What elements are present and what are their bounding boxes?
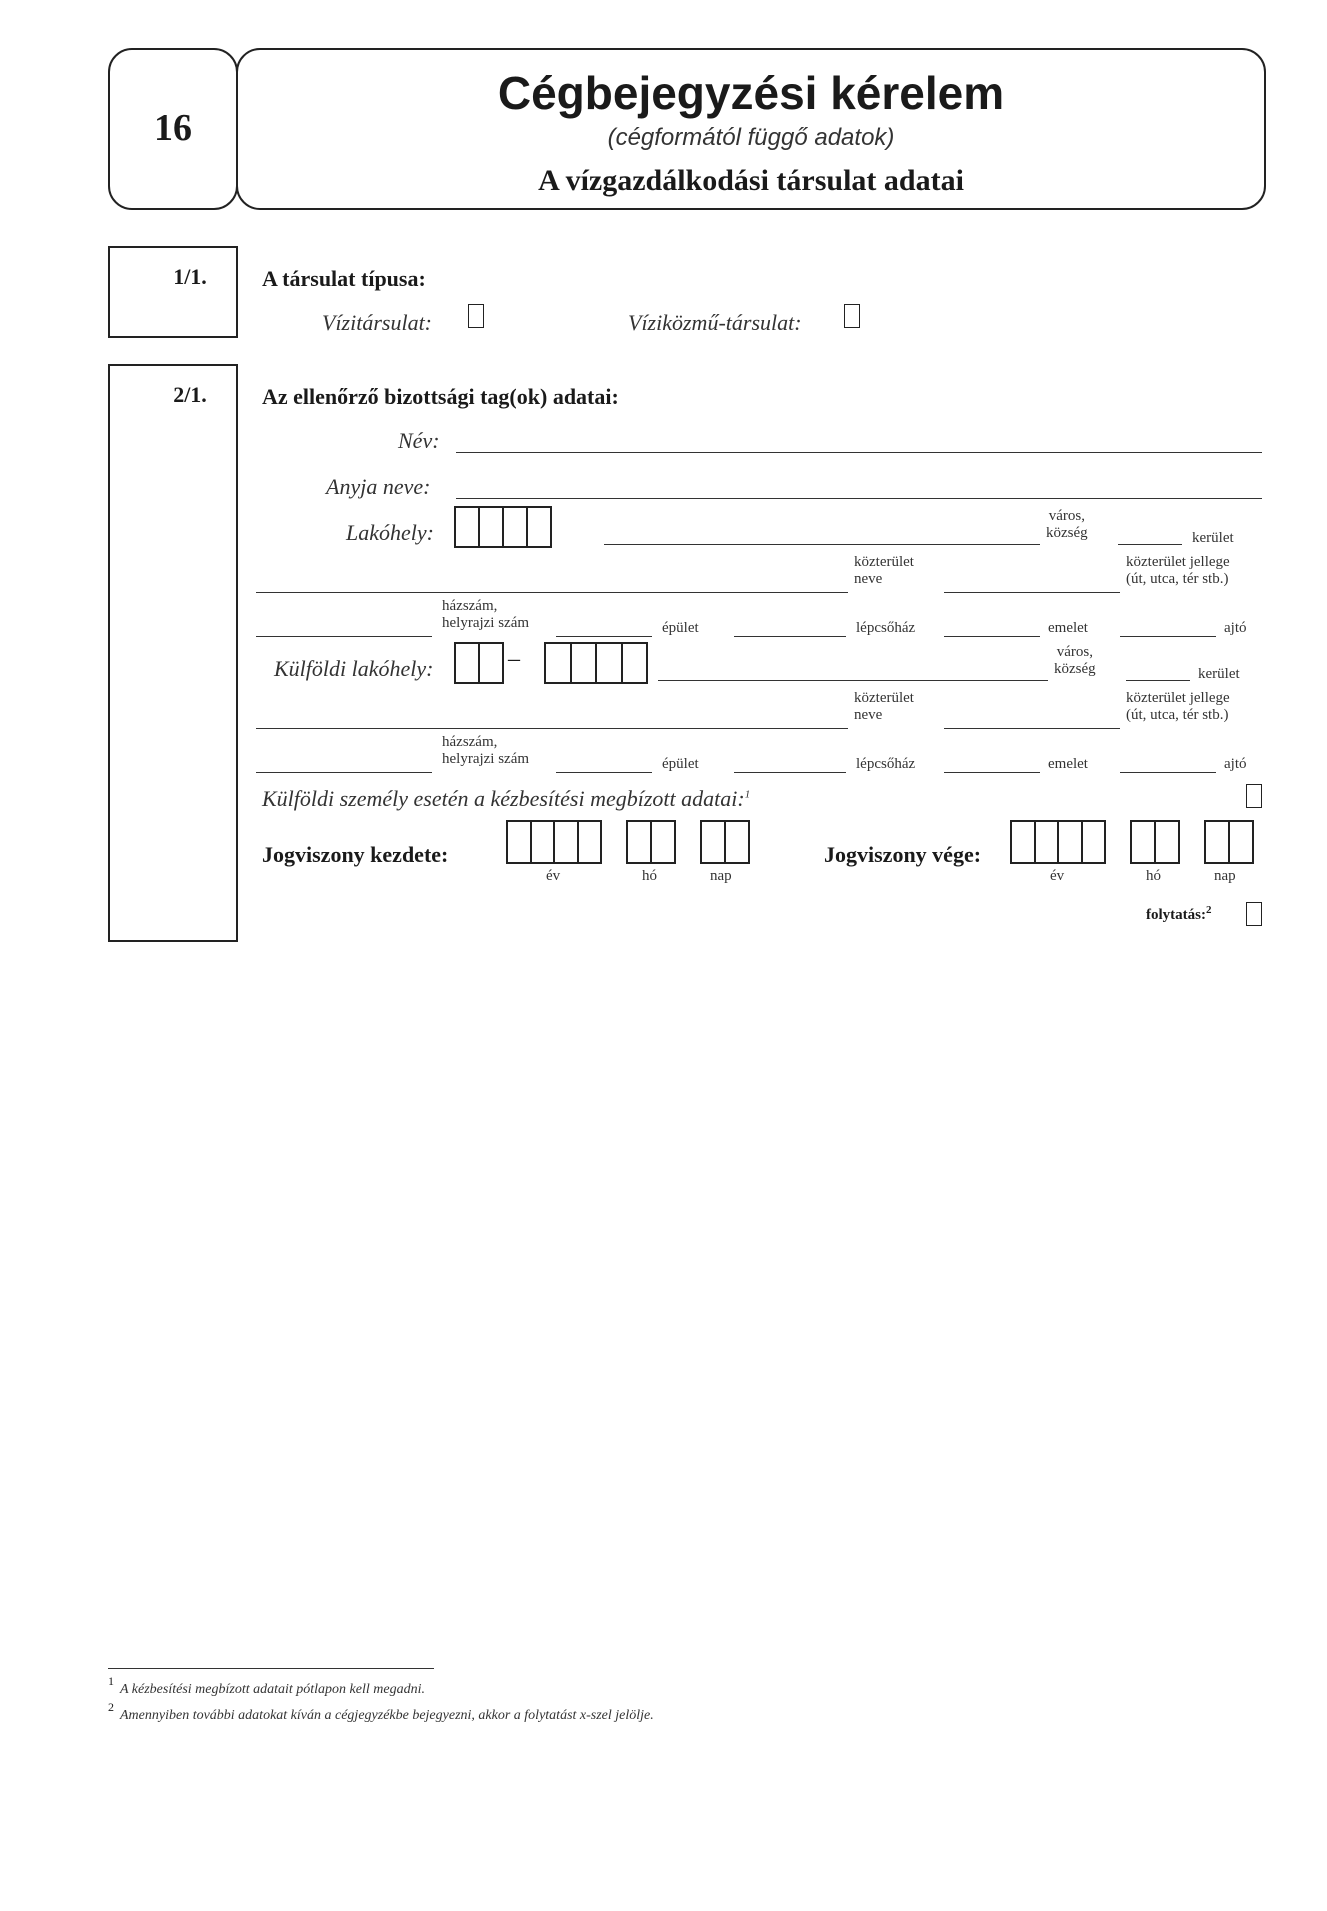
kulfoldi-kozterulet-jellege-field[interactable] xyxy=(944,728,1120,729)
kulfoldi-kozterulet-jellege-label: közterület jellege (út, utca, tér stb.) xyxy=(1126,690,1230,723)
lakohely-varos-field[interactable] xyxy=(604,544,1040,545)
kulfoldi-irsz-cells[interactable] xyxy=(544,642,648,684)
nev-field[interactable] xyxy=(456,452,1262,453)
lakohely-ajto-label: ajtó xyxy=(1224,620,1247,636)
lakohely-emelet-field[interactable] xyxy=(944,636,1040,637)
lakohely-hazszam-label: házszám, helyrajzi szám xyxy=(442,598,530,631)
kulfoldi-kozterulet-neve-label: közterület neve xyxy=(854,690,914,723)
folytatas-label: folytatás:$^2$ xyxy=(1146,904,1212,923)
vege-ho-label: hó xyxy=(1146,868,1161,884)
kezbesitesi-checkbox[interactable] xyxy=(1246,784,1262,808)
anyja-neve-field[interactable] xyxy=(456,498,1262,499)
kulfoldi-lepcsohaz-label: lépcsőház xyxy=(856,756,916,772)
kulfoldi-ajto-label: ajtó xyxy=(1224,756,1247,772)
kulfoldi-emelet-field[interactable] xyxy=(944,772,1040,773)
nev-label: Név: xyxy=(398,428,440,453)
footnote-1-number: 1 xyxy=(108,1674,114,1688)
kulfoldi-ajto-field[interactable] xyxy=(1120,772,1216,773)
jogviszony-kezdete-label: Jogviszony kezdete: xyxy=(262,842,449,867)
kezbesitesi-label: Külföldi személy esetén a kézbesítési megbízott adatai:$^1$ xyxy=(262,786,751,811)
footnote-1-text: A kézbesítési megbízott adatait pótlapon kell megadni. xyxy=(120,1682,425,1697)
option-vizikozmu-checkbox[interactable] xyxy=(844,304,860,328)
kezdete-ho-label: hó xyxy=(642,868,657,884)
vege-ho-cells[interactable] xyxy=(1130,820,1180,864)
folytatas-checkbox[interactable] xyxy=(1246,902,1262,926)
kulfoldi-lakohely-label: Külföldi lakóhely: xyxy=(274,656,434,681)
footnote-separator xyxy=(108,1668,434,1669)
kezdete-nap-label: nap xyxy=(710,868,732,884)
lakohely-varos-label: város, község xyxy=(1046,508,1088,541)
option-vizikozmu-label: Víziközmű-társulat: xyxy=(628,310,802,335)
kezdete-nap-cells[interactable] xyxy=(700,820,750,864)
footnote-2-text: Amennyiben további adatokat kíván a cégjegyzékbe bejegyezni, akkor a folytatást x-szel jelölje. xyxy=(120,1708,654,1723)
vege-nap-label: nap xyxy=(1214,868,1236,884)
kulfoldi-dash: – xyxy=(508,646,520,672)
lakohely-kerulet-label: kerület xyxy=(1192,530,1234,546)
lakohely-label: Lakóhely: xyxy=(346,520,434,545)
lakohely-lepcsohaz-label: lépcsőház xyxy=(856,620,916,636)
page-title: Cégbejegyzési kérelem xyxy=(497,67,1005,119)
lakohely-kozterulet-jellege-field[interactable] xyxy=(944,592,1120,593)
option-vizitarsulat-label: Vízitársulat: xyxy=(322,310,433,335)
kezdete-ev-cells[interactable] xyxy=(506,820,602,864)
lakohely-epulet-field[interactable] xyxy=(556,636,652,637)
lakohely-kerulet-field[interactable] xyxy=(1118,544,1182,545)
lakohely-ajto-field[interactable] xyxy=(1120,636,1216,637)
kulfoldi-kerulet-field[interactable] xyxy=(1126,680,1190,681)
kulfoldi-epulet-field[interactable] xyxy=(556,772,652,773)
section-2-title: Az ellenőrző bizottsági tag(ok) adatai: xyxy=(262,384,619,409)
kulfoldi-varos-field[interactable] xyxy=(658,680,1048,681)
vege-ev-label: év xyxy=(1050,868,1065,884)
section-1-number: 1/1. xyxy=(173,264,207,289)
kulfoldi-kerulet-label: kerület xyxy=(1198,666,1240,682)
section-1-number-box xyxy=(108,246,238,338)
section-2-number-box xyxy=(108,364,238,942)
kulfoldi-hazszam-field[interactable] xyxy=(256,772,432,773)
kulfoldi-kozterulet-neve-field[interactable] xyxy=(256,728,848,729)
kulfoldi-hazszam-label: házszám, helyrajzi szám xyxy=(442,734,530,767)
lakohely-kozterulet-neve-field[interactable] xyxy=(256,592,848,593)
page-number: 16 xyxy=(154,107,192,149)
kulfoldi-varos-label: város, község xyxy=(1054,644,1096,677)
lakohely-irsz-cells[interactable] xyxy=(454,506,552,548)
lakohely-epulet-label: épület xyxy=(662,620,699,636)
lakohely-kozterulet-neve-label: közterület neve xyxy=(854,554,914,587)
jogviszony-vege-label: Jogviszony vége: xyxy=(824,842,982,867)
vege-nap-cells[interactable] xyxy=(1204,820,1254,864)
vege-ev-cells[interactable] xyxy=(1010,820,1106,864)
lakohely-lepcsohaz-field[interactable] xyxy=(734,636,846,637)
section-2-number: 2/1. xyxy=(173,382,207,407)
lakohely-hazszam-field[interactable] xyxy=(256,636,432,637)
kulfoldi-lepcsohaz-field[interactable] xyxy=(734,772,846,773)
section-1-title: A társulat típusa: xyxy=(262,266,426,291)
page-subtitle: (cégformától függő adatok) xyxy=(607,124,895,151)
kezdete-ev-label: év xyxy=(546,868,561,884)
lakohely-emelet-label: emelet xyxy=(1048,620,1088,636)
page-heading: A vízgazdálkodási társulat adatai xyxy=(538,164,964,197)
kezdete-ho-cells[interactable] xyxy=(626,820,676,864)
kulfoldi-orszagkod-cells[interactable] xyxy=(454,642,504,684)
option-vizitarsulat-checkbox[interactable] xyxy=(468,304,484,328)
anyja-neve-label: Anyja neve: xyxy=(326,474,431,499)
kulfoldi-epulet-label: épület xyxy=(662,756,699,772)
footnote-2-number: 2 xyxy=(108,1700,114,1714)
lakohely-kozterulet-jellege-label: közterület jellege (út, utca, tér stb.) xyxy=(1126,554,1230,587)
kulfoldi-emelet-label: emelet xyxy=(1048,756,1088,772)
